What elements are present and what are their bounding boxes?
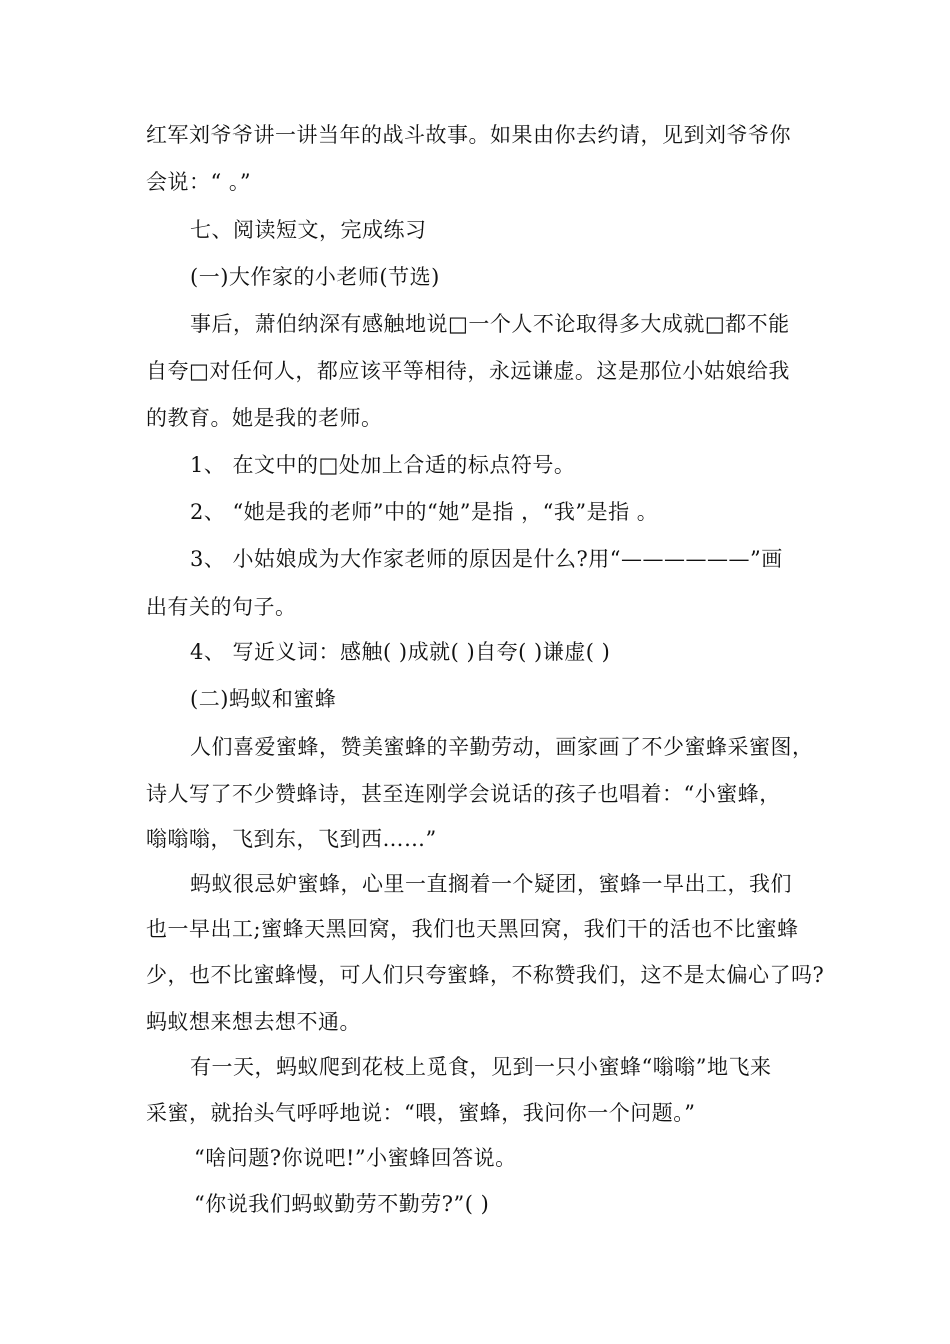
text-line: 的教育。她是我的老师。: [146, 406, 383, 430]
text-line: 自夸□对任何人，都应该平等相待，永远谦虚。这是那位小姑娘给我: [146, 359, 790, 383]
text-line: 也一早出工;蜜蜂天黑回窝，我们也天黑回窝，我们干的活也不比蜜蜂: [146, 917, 799, 941]
text-line: 嗡嗡嗡，飞到东，飞到西……”: [146, 827, 437, 851]
text-line: 蚂蚁很忌妒蜜蜂，心里一直搁着一个疑团，蜜蜂一早出工，我们: [190, 872, 792, 896]
text-line: 出有关的句子。: [146, 595, 297, 619]
text-line: 采蜜，就抬头气呼呼地说：“喂，蜜蜂，我问你一个问题。”: [146, 1101, 696, 1125]
subsection-heading: (一)大作家的小老师(节选): [190, 265, 440, 289]
text-line: 有一天，蚂蚁爬到花枝上觅食，见到一只小蜜蜂“嗡嗡”地飞来: [190, 1055, 772, 1079]
text-line: “啥问题?你说吧!”小蜜蜂回答说。: [194, 1146, 517, 1170]
text-line: 人们喜爱蜜蜂，赞美蜜蜂的辛勤劳动，画家画了不少蜜蜂采蜜图，: [190, 735, 814, 759]
text-line: 会说：“ 。”: [146, 170, 252, 194]
section-heading: 七、阅读短文，完成练习: [190, 218, 427, 242]
text-line: 蚂蚁想来想去想不通。: [146, 1010, 361, 1034]
question-item: 3、 小姑娘成为大作家老师的原因是什么?用“——————”画: [190, 547, 783, 571]
question-item: 4、 写近义词：感触( )成就( )自夸( )谦虚( ): [190, 640, 611, 664]
text-line: 诗人写了不少赞蜂诗，甚至连刚学会说话的孩子也唱着：“小蜜蜂，: [146, 782, 781, 806]
text-line: “你说我们蚂蚁勤劳不勤劳?”( ): [194, 1192, 490, 1216]
text-line: 少，也不比蜜蜂慢，可人们只夸蜜蜂，不称赞我们，这不是太偏心了吗?: [146, 963, 825, 987]
text-line: 红军刘爷爷讲一讲当年的战斗故事。如果由你去约请，见到刘爷爷你: [146, 123, 791, 147]
text-line: 事后，萧伯纳深有感触地说□一个人不论取得多大成就□都不能: [190, 312, 790, 336]
question-item: 2、 “她是我的老师”中的“她”是指 ，“我”是指 。: [190, 500, 659, 524]
subsection-heading: (二)蚂蚁和蜜蜂: [190, 687, 337, 711]
question-item: 1、 在文中的□处加上合适的标点符号。: [190, 453, 576, 477]
